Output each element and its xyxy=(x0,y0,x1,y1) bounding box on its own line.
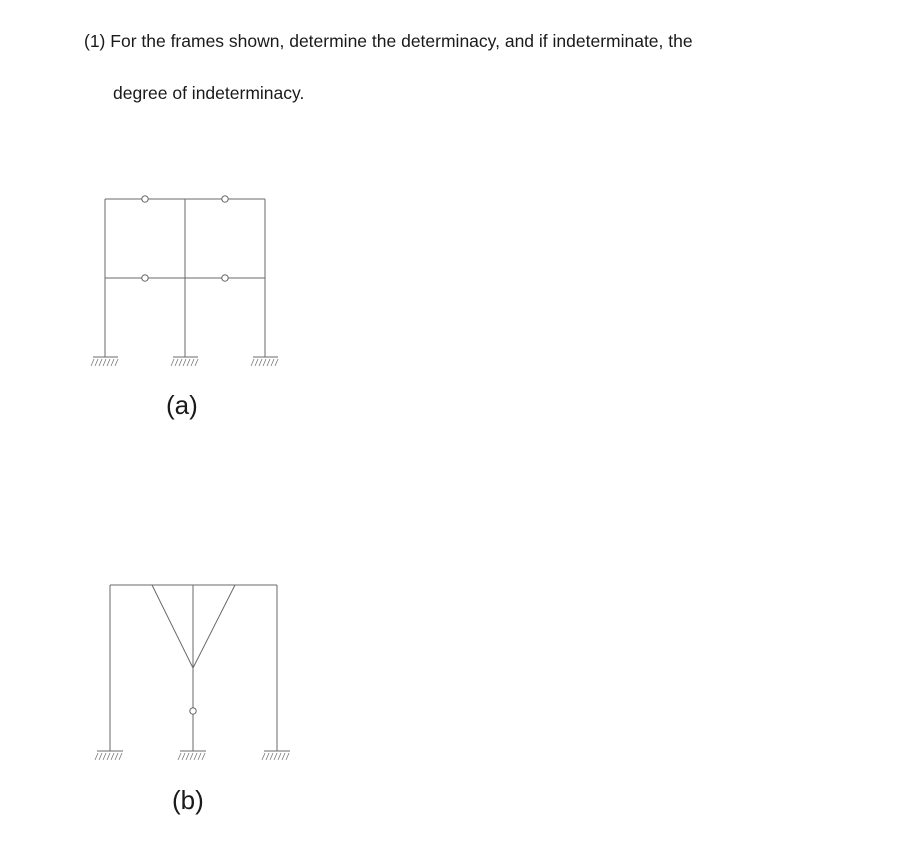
problem-number: (1) xyxy=(84,31,106,51)
frame-a-hinge-top-left xyxy=(142,196,148,202)
frame-a xyxy=(91,196,278,366)
frame-a-hinge-mid-right xyxy=(222,275,228,281)
frame-a-hinge-top-right xyxy=(222,196,228,202)
problem-text-line-2: degree of indeterminacy. xyxy=(113,83,305,103)
frame-b xyxy=(95,585,290,760)
frame-b-hinge xyxy=(190,708,196,714)
frame-a-hinge-mid-left xyxy=(142,275,148,281)
frame-b-right-strut xyxy=(193,585,235,668)
problem-text-line-1: For the frames shown, determine the determinacy, and if indeterminate, the xyxy=(110,31,693,51)
frame-b-fixed-support-right xyxy=(262,751,290,760)
frame-b-fixed-support-middle xyxy=(178,751,206,760)
frame-b-fixed-support-left xyxy=(95,751,123,760)
frame-a-fixed-support-left xyxy=(91,357,118,366)
frame-a-fixed-support-middle xyxy=(171,357,198,366)
frame-b-left-strut xyxy=(152,585,193,668)
frame-a-fixed-support-right xyxy=(251,357,278,366)
figure-a-caption: (a) xyxy=(166,390,198,420)
figure-b-caption: (b) xyxy=(172,785,204,815)
